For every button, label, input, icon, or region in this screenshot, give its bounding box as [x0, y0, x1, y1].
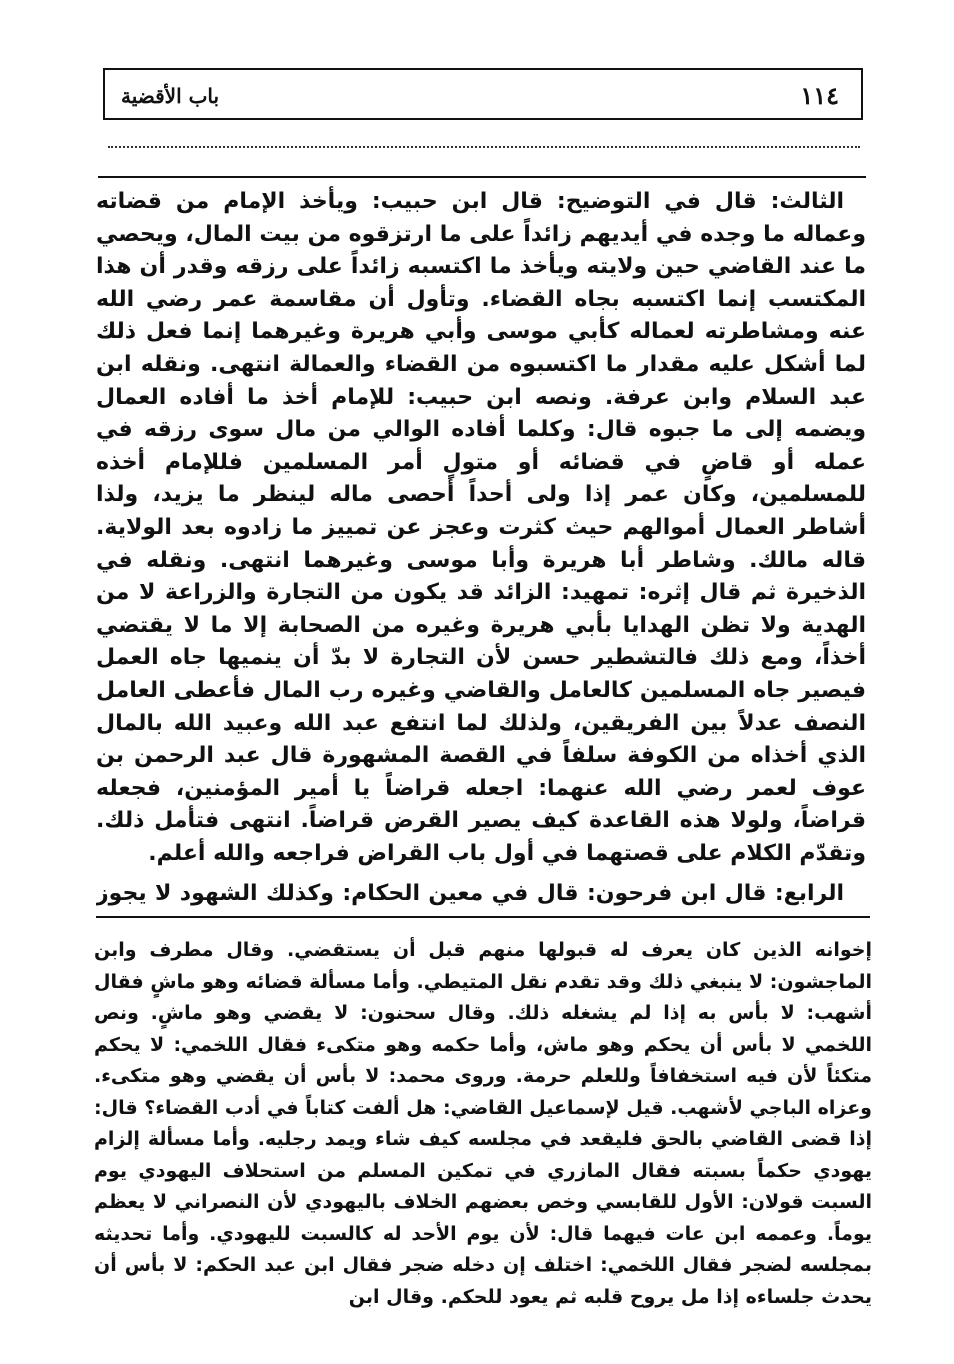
- paragraph-third: الثالث: قال في التوضيح: قال ابن حبيب: ويأخذ الإمام من قضاته وعماله ما وجده في أيديهم زائداً على ما ارتزقوه من بيت المال، ويحصي ما عند القاضي حين ولايته ويأخذ ما اكتسبه زائداً على رزقه وقدر أن هذا المكتسب إنما اكتسبه بجاه القضاء. وتأول أن مقاسمة عمر رضي الله عنه ومشاطرته لعماله كأبي موسى وأبي هريرة وغيرهما إنما فعل ذلك لما أشكل عليه مقدار ما اكتسبوه من القضاء والعمالة انتهى. ونقله ابن عبد السلام وابن عرفة. ونصه ابن حبيب: للإمام أخذ ما أفاده العمال ويضمه إلى ما جبوه قال: وكلما أفاده الوالي من مال سوى رزقه في عمله أو قاضٍ في قضائه أو متولٍ أمر المسلمين فللإمام أخذه للمسلمين، وكان عمر إذا ولى أحداً أحصى ماله لينظر ما يزيد، ولذا أشاطر العمال أموالهم حيث كثرت وعجز عن تمييز ما زادوه بعد الولاية. قاله مالك. وشاطر أبا هريرة وأبا موسى وغيرهما انتهى. ونقله في الذخيرة ثم قال إثره: تمهيد: الزائد قد يكون من التجارة والزراعة لا من الهدية ولا تظن الهدايا بأبي هريرة وغيره من الصحابة إلا ما لا يقتضي أخذاً، ومع ذلك فالتشطير حسن لأن التجارة لا بدّ أن ينميها جاه العمل فيصير جاه المسلمين كالعامل والقاضي وغيره رب المال فأعطى العامل النصف عدلاً بين الفريقين، ولذلك لما انتفع عبد الله وعبيد الله بالمال الذي أخذاه من الكوفة سلفاً في القصة المشهورة قال عبد الرحمن بن عوف لعمر رضي الله عنهما: اجعله قراضاً يا أمير المؤمنين، فجعله قراضاً، ولولا هذه القاعدة كيف يصير القرض قراضاً. انتهى فتأمل ذلك. وتقدّم الكلام على قصتهما في أول باب القراض فراجعه والله أعلم.: [96, 189, 866, 866]
- footnote-text: إخوانه الذين كان يعرف له قبولها منهم قبل أن يستقضي. وقال مطرف وابن الماجشون: لا ينبغي ذلك وقد تقدم نقل المتيطي. وأما مسألة قضائه وهو ماشٍ فقال أشهب: لا بأس به إذا لم يشغله ذلك. وقال سحنون: لا يقضي وهو ماشٍ. ونص اللخمي لا بأس أن يحكم وهو ماش، وأما حكمه وهو متكىء فقال اللخمي: لا يحكم متكئاً لأن فيه استخفافاً وللعلم حرمة. وروى محمد: لا بأس أن يقضي وهو متكىء. وعزاه الباجي لأشهب. قيل لإسماعيل القاضي: هل ألفت كتاباً في أدب القضاء؟ قال: إذا قضى القاضي بالحق فليقعد في مجلسه كيف شاء ويمد رجليه. وأما مسألة إلزام يهودي حكماً بسبته فقال المازري في تمكين المسلم من استحلاف اليهودي يوم السبت قولان: الأول للقابسي وخص بعضهم الخلاف باليهودي لأن النصراني لا يعظم يوماً. وعممه ابن عات فيهما قال: لأن يوم الأحد له كالسبت لليهودي. وأما تحديثه بمجلسه لضجر فقال اللخمي: اختلف إن دخله ضجر فقال ابن عبد الحكم: لا بأس أن يحدث جلساءه إذا مل يروح قلبه ثم يعود للحكم. وقال ابن: [94, 939, 872, 1308]
- header-rule: [98, 176, 866, 178]
- page-header: [103, 68, 863, 120]
- main-body: [96, 186, 866, 910]
- chapter-title: باب الأقضية: [121, 84, 220, 108]
- footnote-block: [94, 935, 872, 1325]
- dotted-separator: [108, 146, 860, 148]
- paragraph-fourth: الرابع: قال ابن فرحون: قال في معين الحكام: وكذلك الشهود لا يجوز: [96, 881, 844, 907]
- footnote-rule: [96, 916, 870, 918]
- page-number: ١١٤: [800, 81, 839, 110]
